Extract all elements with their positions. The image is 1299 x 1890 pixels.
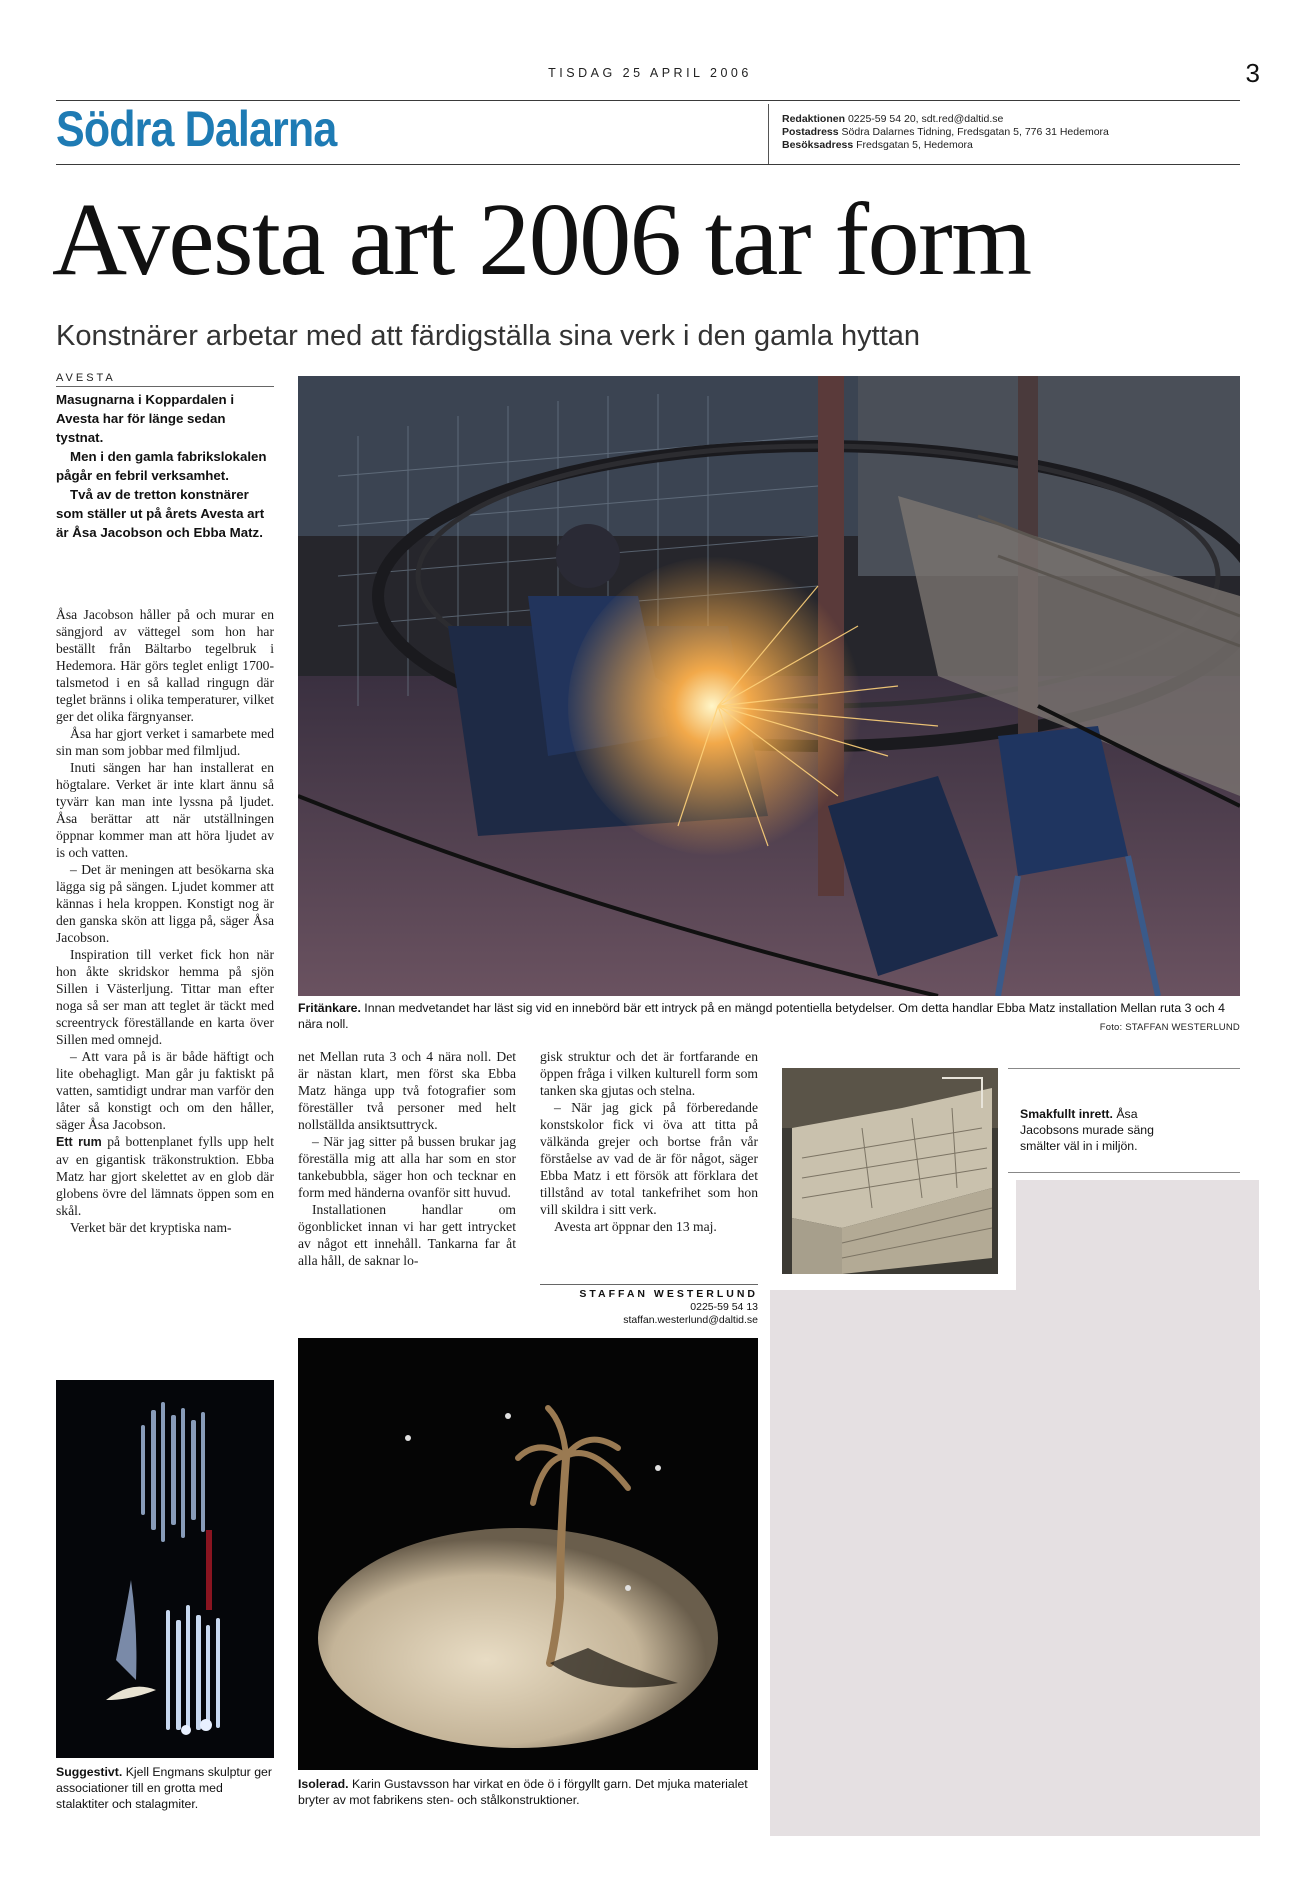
lede-paragraph: Masugnarna i Koppardalen i Avesta har för länge sedan tystnat. [56, 392, 235, 445]
lede-paragraph: Men i den gamla fabrikslokalen pågår en febril verksamhet. [56, 449, 267, 483]
paragraph-text: Verket bär det kryptiska nam- [70, 1220, 232, 1235]
bed-photo-caption: Smakfullt inrett. Åsa Jacobsons murade säng smälter väl in i miljön. [1020, 1107, 1154, 1153]
body-paragraph [56, 1133, 274, 1219]
brick-bed-photo [782, 1068, 998, 1274]
body-paragraph [298, 1048, 516, 1133]
run-in-heading: Ett rum [56, 1135, 102, 1149]
author-name: STAFFAN WESTERLUND [579, 1288, 758, 1300]
body-paragraph [56, 606, 274, 725]
ad-area-bottom [770, 1290, 1260, 1836]
kicker-rule [56, 386, 274, 387]
byline [540, 1288, 758, 1327]
welding-photo [298, 376, 1240, 996]
photo-credit: Foto: STAFFAN WESTERLUND [1099, 1022, 1240, 1033]
paragraph-text: – När jag sitter på bussen brukar jag föreställa mig att alla har som en stor tankebubbla, säger hon och tecknar en form med händerna ovanför sitt huvud. [298, 1134, 516, 1200]
body-paragraph [56, 759, 274, 861]
lede [56, 390, 274, 542]
lede-paragraph: Två av de tretton konstnärer som ställer ut på årets Avesta art är Åsa Jacobson och Ebba Matz. [56, 487, 265, 540]
body-paragraph [298, 1133, 516, 1201]
paragraph-text: – Att vara på is är både häftigt och lite obehagligt. Man går ju faktiskt på vatten, samtidigt undrar man varför den låter så konstigt och om den håller, säger Åsa Jacobson. [56, 1049, 274, 1132]
bed-caption-rule-bottom [1008, 1172, 1240, 1173]
byline-rule [540, 1284, 758, 1285]
body-column-2 [298, 1048, 516, 1269]
paragraph-text: Inuti sängen har han installerat en högtalare. Verket är inte klart ännu så tyvärr kan man inte lyssna på ljudet. Åsa berättar att när utställningen öppnar kommer man att höra ljudet av is och vatten. [56, 760, 274, 860]
body-paragraph [56, 861, 274, 946]
body-paragraph [56, 1219, 274, 1236]
bed-caption-rule [1008, 1068, 1240, 1069]
paragraph-text: net Mellan ruta 3 och 4 nära noll. Det är nästan klart, men först ska Ebba Matz hänga upp två fotografier som föreställer två personer med helt nollställda ansiktsuttryck. [298, 1049, 516, 1132]
body-paragraph [540, 1218, 758, 1235]
paragraph-text: Åsa Jacobson håller på och murar en sängjord av vättegel som hon har beställt från Bältarbo tegelbruk i Hedemora. Här görs teglet enligt 1700-talsmetod i en så kallad ringugn där teglet bränns i olika temperaturer, vilket ger det olika färgnyanser. [56, 607, 274, 724]
body-paragraph [540, 1099, 758, 1218]
main-photo-caption: Fritänkare. Innan medvetandet har läst sig vid en innebörd bär ett intryck på en mängd potentiella betydelser. Om detta handlar Ebba Matz installation Mellan ruta 3 och 4 nära noll. [298, 1001, 1225, 1031]
sculpture-photo-caption: Suggestivt. Kjell Engmans skulptur ger associationer till en grotta med stalaktiter och stalagmiter. [56, 1765, 272, 1811]
body-paragraph [56, 1048, 274, 1133]
author-phone: 0225-59 54 13 [690, 1301, 758, 1313]
palm-photo-caption: Isolerad. Karin Gustavsson har virkat en öde ö i förgyllt garn. Det mjuka materialet bryter av mot fabrikens sten- och stålkonstruktioner. [298, 1777, 748, 1807]
paragraph-text: gisk struktur och det är fortfarande en öppen fråga i vilken kulturell form som tanken ska gjutas och stelna. [540, 1049, 758, 1098]
section-title: Södra Dalarna [56, 101, 337, 157]
kicker: AVESTA [56, 372, 116, 384]
body-paragraph [56, 946, 274, 1048]
page-number: 3 [1245, 58, 1260, 88]
body-column-3 [540, 1048, 758, 1235]
stalactite-sculpture-photo [56, 1380, 274, 1758]
paragraph-text: Åsa har gjort verket i samarbete med sin man som jobbar med filmljud. [56, 726, 274, 758]
palm-island-photo [298, 1338, 758, 1770]
masthead-divider [768, 104, 769, 164]
body-paragraph [540, 1048, 758, 1099]
body-paragraph [298, 1201, 516, 1269]
paragraph-text: Inspiration till verket fick hon när hon åkte skridskor hemma på sjön Sillen i Västerljung. Tittar man efter noga så ser man att teglet är täckt med screentryck föreställande en karta över Sillen med omnejd. [56, 947, 274, 1047]
contact-editorial: Redaktionen 0225-59 54 20, sdt.red@daltid.se [782, 113, 1004, 125]
paragraph-text: Avesta art öppnar den 13 maj. [554, 1219, 717, 1234]
masthead-bottom-rule [56, 164, 1240, 165]
body-paragraph [56, 725, 274, 759]
headline: Avesta art 2006 tar form [52, 182, 1031, 297]
contact-visit: Besöksadress Fredsgatan 5, Hedemora [782, 139, 973, 151]
author-email[interactable]: staffan.westerlund@daltid.se [623, 1314, 758, 1326]
paragraph-text: på bottenplanet fylls upp helt av en gigantisk träkonstruktion. Ebba Matz har gjort skelettet av en glob där globens övre del lämnats öppen som en skål. [56, 1134, 274, 1218]
paragraph-text: – Det är meningen att besökarna ska lägga sig på sängen. Ljudet kommer att kännas i hela kroppen. Konstigt nog är den ganska skön att ligga på, säger Åsa Jacobson. [56, 862, 274, 945]
issue-date: TISDAG 25 APRIL 2006 [548, 66, 752, 80]
body-column-1 [56, 606, 274, 1236]
subheadline: Konstnärer arbetar med att färdigställa sina verk i den gamla hyttan [56, 320, 921, 352]
contact-postal: Postadress Södra Dalarnes Tidning, Fredsgatan 5, 776 31 Hedemora [782, 126, 1109, 138]
paragraph-text: – När jag gick på förberedande konstskolor fick vi öva att titta på välkända grejer och bortse från vår förståelse av vad de är för något, säger Ebba Matz i ett försök att förklara det tillstånd av total tankefrihet som hon vill skildra i sitt verk. [540, 1100, 758, 1217]
paragraph-text: Installationen handlar om ögonblicket innan vi har gett intrycket av något ett innehåll. Tankarna far åt alla håll, de saknar lo- [298, 1202, 516, 1268]
